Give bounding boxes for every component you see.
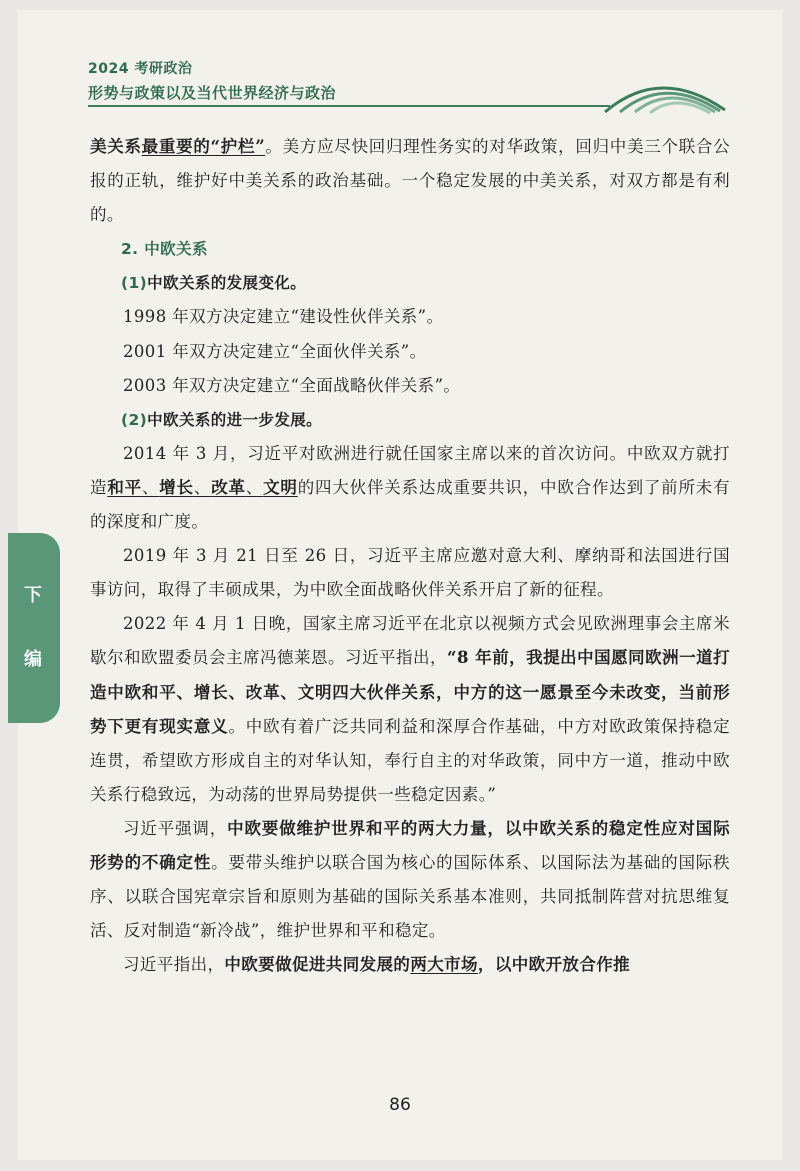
- bold-text: 中欧要做促进共同发展的: [224, 955, 411, 975]
- subheading-development-changes: [90, 266, 730, 300]
- paragraph-text: 2014 年 3 月，习近平对欧洲进行就任国家主席以来的首次访问。中欧双方就打造: [90, 443, 730, 497]
- separator: 、: [245, 477, 264, 497]
- keyword-two-markets: 两大市场: [410, 955, 478, 975]
- body-text: [90, 130, 730, 982]
- underlined-bold-text: 最重要的“护栏”: [141, 137, 266, 156]
- paragraph-text: 的四大伙伴关系达成重要共识，中欧合作达到了前所未有的深度和广度。: [90, 477, 730, 532]
- paragraph-xi-stress: [90, 812, 730, 948]
- subheading-further-development: [90, 403, 730, 437]
- bold-text: 中欧要做维护世界和平的两大力量，以中欧关系的稳定性应对国际形势的不确定性: [90, 818, 730, 872]
- paragraph-text: 2022 年 4 月 1 日晚，国家主席习近平在北京以视频方式会见欧洲理事会主席米歇尔和欧盟委员会主席冯德莱恩。习近平指出，: [90, 614, 730, 668]
- book-subtitle: 形势与政策以及当代世界经济与政治: [88, 84, 337, 102]
- paragraph-text: 。要带头维护以联合国为核心的国际体系、以国际法为基础的国际秩序、以联合国宪章宗旨和原则为基础的国际关系基本准则，共同抵制阵营对抗思维复活、反对制造“新冷战”，维护世界和平和稳定。: [90, 852, 730, 941]
- paragraph-2019: 2019 年 3 月 21 日至 26 日，习近平主席应邀对意大利、摩纳哥和法国进行国事访问，取得了丰硕成果，为中欧全面战略伙伴关系开启了新的征程。: [90, 546, 730, 600]
- keyword-reform: 改革: [211, 477, 246, 497]
- side-tab-char-1: 下: [24, 585, 42, 606]
- subheading-text: 中欧关系的发展变化。: [147, 274, 307, 293]
- paragraph-2022: [90, 607, 730, 812]
- bold-text: ，以中欧开放合作推: [477, 955, 631, 975]
- section-heading-china-eu: 2. 中欧关系: [121, 240, 208, 259]
- paragraph-2003: 2003 年双方决定建立“全面战略伙伴关系”。: [123, 375, 461, 395]
- paragraph-2014: [90, 437, 730, 539]
- paragraph-1998: 1998 年双方决定建立“建设性伙伴关系”。: [123, 307, 444, 327]
- keyword-civilization: 文明: [263, 477, 298, 497]
- side-tab-char-2: 编: [24, 649, 42, 670]
- subheading-text: 中欧关系的进一步发展。: [147, 410, 323, 429]
- header-arc-decoration: [600, 70, 730, 115]
- paragraph-text: 。美方应尽快回归理性务实的对华政策，回归中美三个联合公报的正轨，维护好中美关系的政治基础。一个稳定发展的中美关系，对双方都是有利的。: [90, 137, 731, 225]
- subheading-number: (1): [121, 274, 148, 293]
- bold-text: 美关系: [90, 137, 142, 156]
- paragraph-text: 。中欧有着广泛共同利益和深厚合作基础，中方对欧政策保持稳定连贯，希望欧方形成自主的对华认知，奉行自主的对华政策，同中方一道，推动中欧关系行稳致远，为动荡的世界局势提供一些稳定因素。”: [90, 716, 730, 804]
- separator: 、: [193, 477, 212, 497]
- book-header: [88, 58, 336, 103]
- volume-side-tab: [8, 533, 60, 723]
- page-number: 86: [389, 1095, 411, 1115]
- separator: 、: [141, 477, 160, 497]
- paragraph-2001: 2001 年双方决定建立“全面伙伴关系”。: [123, 341, 427, 361]
- paragraph-us-relations: [90, 130, 730, 232]
- keyword-growth: 增长: [159, 477, 194, 497]
- paragraph-text: 习近平强调，: [123, 818, 228, 838]
- keyword-peace: 和平: [107, 477, 142, 497]
- subheading-number: (2): [121, 410, 148, 429]
- bold-quote: “8 年前，我提出中国愿同欧洲一道打造中欧和平、增长、改革、文明四大伙伴关系，中方的这一愿景至今未改变，当前形势下更有现实意义: [90, 648, 730, 736]
- header-rule: [88, 105, 610, 107]
- book-year-title: 2024 考研政治: [88, 61, 193, 77]
- paragraph-text: 习近平指出，: [123, 955, 225, 975]
- paragraph-xi-points-out: [90, 948, 730, 982]
